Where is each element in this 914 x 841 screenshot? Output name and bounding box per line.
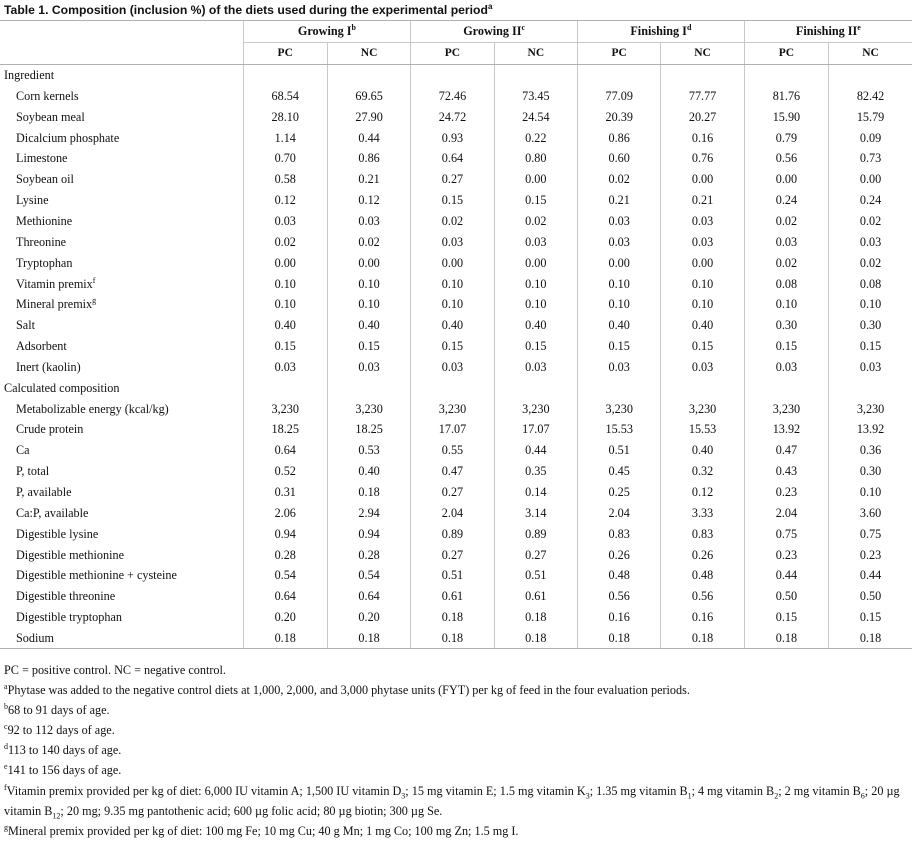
table-cell: 0.80 xyxy=(494,148,577,169)
table-cell: 20.39 xyxy=(578,106,661,127)
table-row xyxy=(0,148,912,169)
section-label: Calculated composition xyxy=(4,380,120,395)
table-cell: 0.10 xyxy=(327,273,410,294)
table-row xyxy=(0,252,912,273)
footnote-g: $^g$Mineral premix provided per kg of diet: 100 mg Fe; 10 mg Cu; 40 g Mn; 1 mg Co; 100 mg Zn; 1.5 mg I. xyxy=(4,822,519,838)
table-cell: 0.40 xyxy=(494,315,577,336)
table-cell: 0.10 xyxy=(829,482,912,503)
table-cell: 0.40 xyxy=(661,315,744,336)
table-cell: 0.89 xyxy=(411,523,494,544)
table-cell: 0.53 xyxy=(327,440,410,461)
row-label: Vitamin premix$^f$ xyxy=(16,275,96,291)
table-cell: 3,230 xyxy=(494,398,577,419)
table-cell: 0.30 xyxy=(744,315,828,336)
table-cell: 13.92 xyxy=(744,419,828,440)
table-cell: 0.64 xyxy=(411,148,494,169)
section-calculated-composition xyxy=(0,377,912,398)
table-cell: 0.15 xyxy=(411,336,494,357)
table-cell: 0.02 xyxy=(411,211,494,232)
table-cell: 0.70 xyxy=(243,148,327,169)
table-cell: 0.03 xyxy=(327,357,410,378)
footnote-abbreviations: PC = positive control. NC = negative control. xyxy=(4,663,226,677)
table-cell: 1.14 xyxy=(243,127,327,148)
table-cell: 68.54 xyxy=(243,86,327,107)
table-cell: 18.25 xyxy=(243,419,327,440)
table-cell: 2.94 xyxy=(327,502,410,523)
table-cell: 0.03 xyxy=(578,211,661,232)
table-cell: 0.30 xyxy=(829,461,912,482)
table-row xyxy=(0,482,912,503)
table-cell: 0.03 xyxy=(411,231,494,252)
table-cell: 0.03 xyxy=(578,357,661,378)
table-cell: 0.21 xyxy=(327,169,410,190)
table-cell: 0.56 xyxy=(578,586,661,607)
table-cell: 0.03 xyxy=(243,211,327,232)
table-cell: 0.10 xyxy=(661,294,744,315)
table-cell: 0.02 xyxy=(243,231,327,252)
row-label: Digestible methionine xyxy=(16,547,124,562)
table-cell: 0.48 xyxy=(578,565,661,586)
table-cell: 0.44 xyxy=(744,565,828,586)
table-cell: 0.36 xyxy=(829,440,912,461)
table-cell: 0.15 xyxy=(411,190,494,211)
table-cell: 0.03 xyxy=(411,357,494,378)
table-cell: 0.15 xyxy=(243,336,327,357)
phase-header-finishing-2: Finishing IIe xyxy=(744,21,912,43)
table-cell: 0.16 xyxy=(661,127,744,148)
table-cell: 0.44 xyxy=(494,440,577,461)
table-cell: 0.02 xyxy=(578,169,661,190)
table-cell: 0.10 xyxy=(829,294,912,315)
row-label: Salt xyxy=(16,318,35,333)
footnote-f: $^f$Vitamin premix provided per kg of diet: 6,000 IU vitamin A; 1,500 IU vitamin $D_3$; 15 mg vitamin E; 1.5 mg vitamin $K_3$; 1.35 mg vitamin $B_1$; 4 mg vitamin $B_2$; 2 mg vitamin $B_6$; 20 µg vitamin $B_{12}$; 20 mg; 9.35 mg pantothenic acid; 600 µg folic acid; 80 µg biotin; 300 µg Se. xyxy=(4,782,900,821)
table-title-footnote-mark: a xyxy=(487,1,493,11)
table-cell: 0.83 xyxy=(661,523,744,544)
table-cell: 24.54 xyxy=(494,106,577,127)
table-cell: 0.26 xyxy=(661,544,744,565)
table-cell: 0.15 xyxy=(327,336,410,357)
table-cell: 0.51 xyxy=(411,565,494,586)
table-cell: 0.55 xyxy=(411,440,494,461)
table-row xyxy=(0,106,912,127)
table-cell: 0.28 xyxy=(327,544,410,565)
row-label: Inert (kaolin) xyxy=(16,359,81,374)
table-row xyxy=(0,502,912,523)
sub-header-nc: NC xyxy=(661,42,744,64)
table-cell: 0.03 xyxy=(744,231,828,252)
table-cell: 0.00 xyxy=(661,169,744,190)
table-cell: 0.18 xyxy=(411,607,494,628)
table-cell: 0.09 xyxy=(829,127,912,148)
table-cell: 0.44 xyxy=(327,127,410,148)
table-cell: 0.10 xyxy=(411,273,494,294)
sub-header-pc: PC xyxy=(744,42,828,64)
table-title-text: Table 1. Composition (inclusion %) of the diets used during the experimental period xyxy=(4,3,488,17)
table-cell: 0.03 xyxy=(661,231,744,252)
footnote-e: $^e$141 to 156 days of age. xyxy=(4,762,122,778)
composition-table xyxy=(0,20,912,649)
table-cell: 0.54 xyxy=(327,565,410,586)
table-cell: 0.00 xyxy=(411,252,494,273)
table-row xyxy=(0,86,912,107)
table-cell: 0.15 xyxy=(744,607,828,628)
table-row xyxy=(0,565,912,586)
table-row xyxy=(0,461,912,482)
table-cell: 0.56 xyxy=(744,148,828,169)
footnote-a: $^a$Phytase was added to the negative control diets at 1,000, 2,000, and 3,000 phytase units (FYT) per kg of feed in the four evaluation periods. xyxy=(4,682,690,698)
header-corner-sub xyxy=(0,42,243,64)
table-cell: 0.02 xyxy=(829,211,912,232)
table-cell: 0.18 xyxy=(744,627,828,648)
row-label: Tryptophan xyxy=(16,255,73,270)
table-row xyxy=(0,294,912,315)
table-cell: 0.00 xyxy=(661,252,744,273)
table-cell: 0.08 xyxy=(829,273,912,294)
table-cell: 0.75 xyxy=(744,523,828,544)
table-cell: 69.65 xyxy=(327,86,410,107)
table-cell: 0.15 xyxy=(661,336,744,357)
table-cell: 77.77 xyxy=(661,86,744,107)
table-cell: 0.15 xyxy=(494,190,577,211)
table-cell: 0.20 xyxy=(243,607,327,628)
row-label: Crude protein xyxy=(16,422,84,437)
table-cell: 0.03 xyxy=(829,231,912,252)
table-row xyxy=(0,127,912,148)
table-cell: 0.35 xyxy=(494,461,577,482)
table-cell: 0.03 xyxy=(661,357,744,378)
row-label: P, total xyxy=(16,464,50,479)
table-cell: 27.90 xyxy=(327,106,410,127)
table-cell: 0.12 xyxy=(661,482,744,503)
table-cell: 0.51 xyxy=(494,565,577,586)
table-cell: 17.07 xyxy=(494,419,577,440)
table-cell: 0.54 xyxy=(243,565,327,586)
row-label: Lysine xyxy=(16,193,49,208)
row-label: Soybean oil xyxy=(16,172,74,187)
table-cell: 15.53 xyxy=(578,419,661,440)
table-cell: 0.15 xyxy=(494,336,577,357)
table-row xyxy=(0,398,912,419)
table-cell: 0.30 xyxy=(829,315,912,336)
table-cell: 0.10 xyxy=(578,294,661,315)
table-cell: 0.50 xyxy=(744,586,828,607)
table-cell: 0.14 xyxy=(494,482,577,503)
table-cell: 17.07 xyxy=(411,419,494,440)
table-cell: 2.06 xyxy=(243,502,327,523)
table-cell: 0.10 xyxy=(327,294,410,315)
table-cell: 0.16 xyxy=(578,607,661,628)
table-cell: 0.00 xyxy=(578,252,661,273)
table-cell: 0.27 xyxy=(494,544,577,565)
table-cell: 3,230 xyxy=(411,398,494,419)
table-row xyxy=(0,211,912,232)
table-cell: 3,230 xyxy=(243,398,327,419)
table-cell: 0.02 xyxy=(744,252,828,273)
table-row xyxy=(0,336,912,357)
row-label: Methionine xyxy=(16,214,73,229)
table-cell: 0.12 xyxy=(243,190,327,211)
table-cell: 0.43 xyxy=(744,461,828,482)
table-cell: 0.21 xyxy=(578,190,661,211)
table-cell: 3,230 xyxy=(661,398,744,419)
table-cell: 0.08 xyxy=(744,273,828,294)
table-cell: 0.02 xyxy=(744,211,828,232)
table-cell: 0.93 xyxy=(411,127,494,148)
table-row xyxy=(0,169,912,190)
table-cell: 0.15 xyxy=(829,336,912,357)
table-cell: 15.90 xyxy=(744,106,828,127)
table-cell: 0.24 xyxy=(829,190,912,211)
table-cell: 0.03 xyxy=(327,211,410,232)
table-cell: 0.73 xyxy=(829,148,912,169)
table-cell: 0.51 xyxy=(578,440,661,461)
table-cell: 0.18 xyxy=(243,627,327,648)
phase-header-finishing-1: Finishing $I^d$ xyxy=(578,21,745,43)
table-cell: 0.02 xyxy=(494,211,577,232)
row-label: Sodium xyxy=(0,627,243,648)
sub-header-nc: NC xyxy=(327,42,410,64)
table-cell: 3,230 xyxy=(829,398,912,419)
table-cell: 0.10 xyxy=(744,294,828,315)
table-cell: 0.40 xyxy=(327,461,410,482)
phase-header-growing-1: Growing $I^b$ xyxy=(243,21,411,43)
table-cell: 2.04 xyxy=(578,502,661,523)
table-cell: 0.23 xyxy=(744,544,828,565)
table-cell: 0.61 xyxy=(494,586,577,607)
table-cell: 0.26 xyxy=(578,544,661,565)
row-label: Metabolizable energy (kcal/kg) xyxy=(16,401,169,416)
table-cell: 0.18 xyxy=(578,627,661,648)
table-row xyxy=(0,440,912,461)
table-footnotes xyxy=(4,660,910,841)
table-cell: 0.23 xyxy=(829,544,912,565)
table-cell: 0.03 xyxy=(578,231,661,252)
table-cell: 0.03 xyxy=(661,211,744,232)
table-cell: 0.10 xyxy=(243,273,327,294)
row-label: Digestible lysine xyxy=(16,526,99,541)
table-cell: 0.02 xyxy=(829,252,912,273)
table-cell: 0.18 xyxy=(661,627,744,648)
table-cell: 0.00 xyxy=(327,252,410,273)
row-label: Mineral premix$^g$ xyxy=(16,296,97,312)
table-cell: 0.79 xyxy=(744,127,828,148)
table-cell: 0.00 xyxy=(243,252,327,273)
row-label: Adsorbent xyxy=(16,339,67,354)
table-cell: 0.15 xyxy=(744,336,828,357)
table-cell: 0.21 xyxy=(661,190,744,211)
table-cell: 18.25 xyxy=(327,419,410,440)
table-cell: 0.28 xyxy=(243,544,327,565)
row-label: Soybean meal xyxy=(16,109,85,124)
table-cell: 3,230 xyxy=(327,398,410,419)
table-cell: 0.03 xyxy=(829,357,912,378)
row-label: Corn kernels xyxy=(16,88,79,103)
table-cell: 0.15 xyxy=(829,607,912,628)
table-cell: 0.75 xyxy=(829,523,912,544)
sub-header-pc: PC xyxy=(578,42,661,64)
table-row xyxy=(0,190,912,211)
table-cell: 0.27 xyxy=(411,544,494,565)
row-label: Digestible threonine xyxy=(16,589,116,604)
section-label: Ingredient xyxy=(4,68,55,83)
table-cell: 0.40 xyxy=(661,440,744,461)
row-label: Threonine xyxy=(16,234,67,249)
table-cell: 0.00 xyxy=(494,169,577,190)
table-cell: 0.89 xyxy=(494,523,577,544)
table-cell: 77.09 xyxy=(578,86,661,107)
table-cell: 0.03 xyxy=(744,357,828,378)
table-row xyxy=(0,523,912,544)
table-cell: 0.48 xyxy=(661,565,744,586)
table-cell: 3,230 xyxy=(578,398,661,419)
table-cell: 0.10 xyxy=(411,294,494,315)
table-cell: 3.33 xyxy=(661,502,744,523)
table-cell: 0.00 xyxy=(829,169,912,190)
table-cell: 0.10 xyxy=(578,273,661,294)
table-cell: 72.46 xyxy=(411,86,494,107)
table-row xyxy=(0,607,912,628)
footnote-b: $^b$68 to 91 days of age. xyxy=(4,702,110,718)
table-cell: 0.64 xyxy=(243,586,327,607)
table-cell: 81.76 xyxy=(744,86,828,107)
table-cell: 0.03 xyxy=(243,357,327,378)
table-cell: 0.86 xyxy=(327,148,410,169)
table-cell: 0.76 xyxy=(661,148,744,169)
table-cell: 0.10 xyxy=(243,294,327,315)
table-row xyxy=(0,315,912,336)
table-cell: 0.03 xyxy=(494,357,577,378)
table-cell: 3.14 xyxy=(494,502,577,523)
table-cell: 0.18 xyxy=(327,482,410,503)
table-cell: 0.20 xyxy=(327,607,410,628)
table-cell: 20.27 xyxy=(661,106,744,127)
table-cell: 0.27 xyxy=(411,482,494,503)
table-cell: 0.03 xyxy=(494,231,577,252)
sub-header-pc: PC xyxy=(411,42,494,64)
table-cell: 0.18 xyxy=(494,607,577,628)
table-row xyxy=(0,627,912,648)
table-cell: 0.00 xyxy=(494,252,577,273)
table-cell: 0.47 xyxy=(411,461,494,482)
table-cell: 0.60 xyxy=(578,148,661,169)
table-cell: 73.45 xyxy=(494,86,577,107)
table-cell: 0.02 xyxy=(327,231,410,252)
footnote-d: $^d$113 to 140 days of age. xyxy=(4,742,122,758)
table-cell: 0.47 xyxy=(744,440,828,461)
table-cell: 3.60 xyxy=(829,502,912,523)
table-cell: 0.58 xyxy=(243,169,327,190)
table-cell: 0.18 xyxy=(829,627,912,648)
table-cell: 82.42 xyxy=(829,86,912,107)
table-cell: 0.56 xyxy=(661,586,744,607)
table-cell: 0.18 xyxy=(411,627,494,648)
table-cell: 0.23 xyxy=(744,482,828,503)
row-label: Dicalcium phosphate xyxy=(16,130,120,145)
sub-header-nc: NC xyxy=(829,42,912,64)
table-cell: 0.44 xyxy=(829,565,912,586)
table-row xyxy=(0,273,912,294)
table-cell: 0.61 xyxy=(411,586,494,607)
table-title xyxy=(4,2,910,18)
table-cell: 0.24 xyxy=(744,190,828,211)
row-label: Limestone xyxy=(16,151,68,166)
table-cell: 0.40 xyxy=(578,315,661,336)
table-cell: 0.10 xyxy=(494,273,577,294)
table-cell: 0.40 xyxy=(411,315,494,336)
table-cell: 0.52 xyxy=(243,461,327,482)
table-cell: 0.94 xyxy=(327,523,410,544)
table-cell: 2.04 xyxy=(744,502,828,523)
table-cell: 15.53 xyxy=(661,419,744,440)
table-cell: 0.12 xyxy=(327,190,410,211)
table-cell: 0.94 xyxy=(243,523,327,544)
sub-header-pc: PC xyxy=(243,42,327,64)
table-cell: 0.64 xyxy=(327,586,410,607)
table-cell: 13.92 xyxy=(829,419,912,440)
row-label: P, available xyxy=(16,484,72,499)
table-cell: 0.86 xyxy=(578,127,661,148)
row-label: Digestible tryptophan xyxy=(16,610,122,625)
table-cell: 0.27 xyxy=(411,169,494,190)
sub-header-nc: NC xyxy=(494,42,577,64)
table-cell: 0.18 xyxy=(494,627,577,648)
phase-header-growing-2: Growing $II^c$ xyxy=(411,21,578,43)
table-cell: 15.79 xyxy=(829,106,912,127)
table-cell: 0.15 xyxy=(578,336,661,357)
table-cell: 3,230 xyxy=(744,398,828,419)
row-label: Ca:P, available xyxy=(16,505,89,520)
table-row xyxy=(0,586,912,607)
table-cell: 0.40 xyxy=(243,315,327,336)
table-cell: 0.45 xyxy=(578,461,661,482)
table-cell: 24.72 xyxy=(411,106,494,127)
table-cell: 0.32 xyxy=(661,461,744,482)
header-corner xyxy=(0,21,243,43)
table-cell: 0.64 xyxy=(243,440,327,461)
section-ingredient xyxy=(0,64,912,85)
table-cell: 0.18 xyxy=(327,627,410,648)
footnote-c: $^c$92 to 112 days of age. xyxy=(4,722,115,738)
table-cell: 0.10 xyxy=(661,273,744,294)
table-cell: 0.16 xyxy=(661,607,744,628)
table-row xyxy=(0,357,912,378)
table-cell: 28.10 xyxy=(243,106,327,127)
table-row xyxy=(0,231,912,252)
table-cell: 0.40 xyxy=(327,315,410,336)
table-cell: 0.22 xyxy=(494,127,577,148)
table-cell: 2.04 xyxy=(411,502,494,523)
table-cell: 0.10 xyxy=(494,294,577,315)
table-row xyxy=(0,419,912,440)
row-label: Digestible methionine + cysteine xyxy=(16,568,177,583)
table-cell: 0.25 xyxy=(578,482,661,503)
table-row xyxy=(0,544,912,565)
table-cell: 0.50 xyxy=(829,586,912,607)
table-cell: 0.31 xyxy=(243,482,327,503)
row-label: Ca xyxy=(16,443,30,458)
table-cell: 0.83 xyxy=(578,523,661,544)
table-cell: 0.00 xyxy=(744,169,828,190)
